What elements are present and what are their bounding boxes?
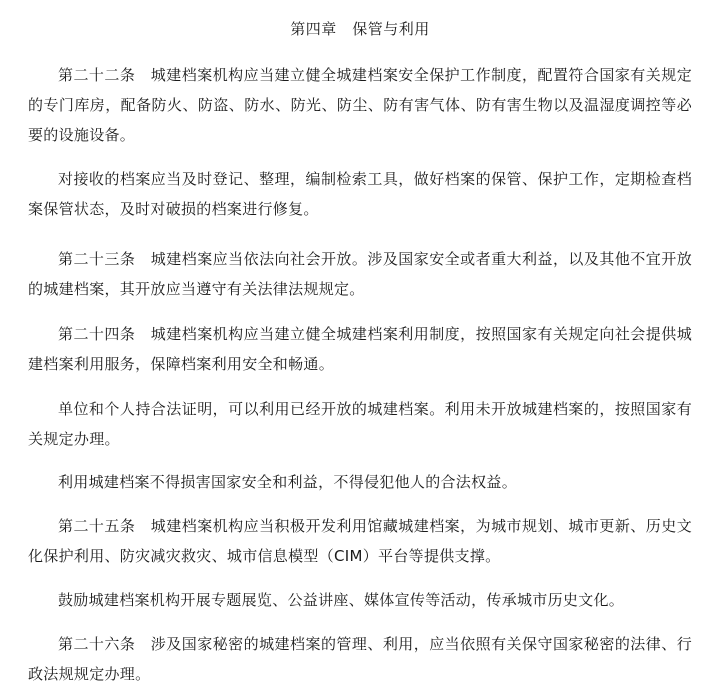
encourage-activities-paragraph: 鼓励城建档案机构开展专题展览、公益讲座、媒体宣传等活动，传承城市历史文化。 [58, 591, 625, 609]
article-25-paragraph: 第二十五条 城建档案机构应当积极开发利用馆藏城建档案，为城市规划、城市更新、历史文化保护利用、防灾减灾救灾、城市信息模型（CIM）平台等提供支撑。 [28, 517, 692, 565]
article-22-paragraph: 第二十二条 城建档案机构应当建立健全城建档案安全保护工作制度，配置符合国家有关规定的专门库房，配备防火、防盗、防水、防光、防尘、防有害气体、防有害生物以及温湿度调控等必要的设施设备。 [28, 66, 692, 144]
article-26-paragraph: 第二十六条 涉及国家秘密的城建档案的管理、利用，应当依照有关保守国家秘密的法律、行政法规规定办理。 [28, 635, 692, 683]
no-harm-paragraph: 利用城建档案不得损害国家安全和利益，不得侵犯他人的合法权益。 [58, 473, 518, 491]
article-23-paragraph: 第二十三条 城建档案应当依法向社会开放。涉及国家安全或者重大利益，以及其他不宜开放的城建档案，其开放应当遵守有关法律法规规定。 [28, 250, 692, 298]
chapter-title: 第四章 保管与利用 [290, 20, 430, 38]
archive-maintenance-paragraph: 对接收的档案应当及时登记、整理，编制检索工具，做好档案的保管、保护工作，定期检查档案保管状态，及时对破损的档案进行修复。 [28, 170, 692, 218]
access-with-proof-paragraph: 单位和个人持合法证明，可以利用已经开放的城建档案。利用未开放城建档案的，按照国家有关规定办理。 [28, 400, 692, 448]
article-24-paragraph: 第二十四条 城建档案机构应当建立健全城建档案利用制度，按照国家有关规定向社会提供城建档案利用服务，保障档案利用安全和畅通。 [28, 325, 692, 373]
